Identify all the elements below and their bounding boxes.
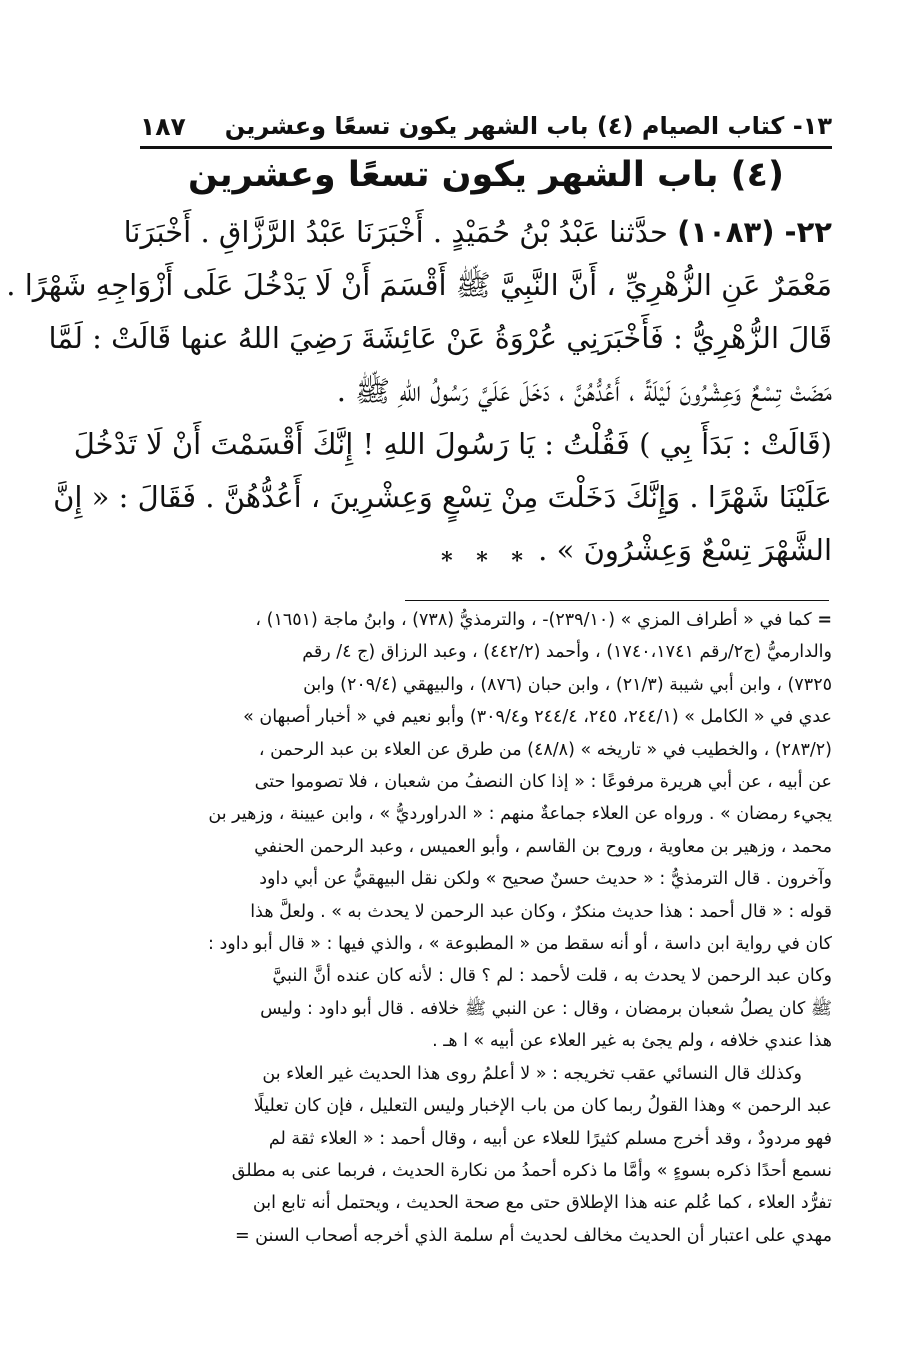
section-separator: * * *	[441, 548, 531, 574]
running-title: ١٣- كتاب الصيام (٤) باب الشهر يكون تسعًا وعشرين	[224, 112, 832, 140]
hadith-line-text: حدَّثنا عَبْدُ بْنُ حُمَيْدٍ . أَخْبَرَنَا عَبْدُ الرَّزَّاقِ . أَخْبَرَنَا	[123, 215, 668, 249]
footnote-line: وآخرون . قال الترمذيُّ : « حديث حسنٌ صحيح » ولكن نقل البيهقيُّ عن أبي داود	[259, 869, 832, 890]
footnote-line: نسمع أحدًا ذكره بسوءٍ » وأمَّا ما ذكره أحمدُ من نكارة الحديث ، فربما عنى به مطلق	[231, 1160, 832, 1181]
footnote-line: عدي في « الكامل » (٢٤٤/١، ٢٤٥، ٢٤٤/٤ و٣٠٩/٤) وأبو نعيم في « أخبار أصبهان »	[243, 707, 832, 728]
hadith-number: ٢٢- (١٠٨٣)	[677, 215, 832, 249]
footnotes	[132, 604, 832, 1252]
footnote-line-text: كما في « أطراف المزي » (٢٣٩/١٠)- ، والترمذيُّ (٧٣٨) ، وابنُ ماجة (١٦٥١) ،	[255, 610, 812, 630]
page-header	[140, 112, 832, 146]
footnote-line: يجيء رمضان » . ورواه عن العلاء جماعةٌ منهم : « الدراورديُّ » ، وابن عيينة ، وزهير بن	[208, 804, 832, 825]
hadith-line: مَضَتْ تِسْعٌ وَعِشْرُونَ لَيْلَةً ، أَعُدُّهُنَّ ، دَخَلَ عَلَيَّ رَسُولُ اللهِ ﷺ .	[336, 374, 832, 408]
footnote-line: وكذلك قال النسائي عقب تخريجه : « لا أعلمُ روى هذا الحديث غير العلاء بن	[262, 1063, 802, 1084]
footnote-line: مهدي على اعتبار أن الحديث مخالف لحديث أم سلمة الذي أخرجه أصحاب السنن =	[234, 1225, 832, 1246]
hadith-line: عَلَيْنَا شَهْرًا . وَإِنَّكَ دَخَلْتَ مِنْ تِسْعٍ وَعِشْرِينَ ، أَعُدُّهُنَّ . فَقَالَ : « إِنَّ	[53, 480, 832, 514]
chapter-title: (٤) باب الشهر يكون تسعًا وعشرين	[187, 155, 785, 195]
footnote-line	[132, 604, 832, 636]
footnote-line: محمد ، وزهير بن معاوية ، وروح بن القاسم ، وأبو العميس ، وعبد الرحمن الحنفي	[254, 836, 832, 857]
hadith-line	[123, 206, 832, 259]
hadith-line: مَعْمَرٌ عَنِ الزُّهْرِيِّ ، أَنَّ النَّبِيَّ ﷺ أَقْسَمَ أَنْ لَا يَدْخُلَ عَلَى أَزْوَاجِهِ شَهْرًا .	[6, 268, 832, 302]
hadith-line: الشَّهْرَ تِسْعٌ وَعِشْرُونَ » .	[538, 533, 832, 567]
continuation-mark: =	[817, 610, 832, 630]
footnote-line: وكان عبد الرحمن لا يحدث به ، قلت لأحمد : لم ؟ قال : لأنه كان عنده أنَّ النبيَّ	[272, 966, 832, 987]
header-rule	[140, 146, 832, 149]
footnote-line: فهو مردودٌ ، وقد أخرج مسلم كثيرًا للعلاء عن أبيه ، وقال أحمد : « العلاء ثقة لم	[268, 1128, 832, 1149]
hadith-line: قَالَ الزُّهْرِيُّ : فَأَخْبَرَنِي عُرْوَةُ عَنْ عَائِشَةَ رَضِيَ اللهُ عنها قَالَتْ : لَمَّا	[48, 321, 832, 355]
footnote-line: (٢٨٣/٢) ، والخطيب في « تاريخه » (٤٨/٨) من طرق عن العلاء بن عبد الرحمن ،	[258, 739, 832, 760]
footnote-line: تفرُّد العلاء ، كما عُلم عنه هذا الإطلاق حتى مع صحة الحديث ، ويحتمل أنه تابع ابن	[252, 1193, 832, 1214]
hadith-line: (قَالَتْ : بَدَأَ بِي ) فَقُلْتُ : يَا رَسُولَ اللهِ ! إِنَّكَ أَقْسَمْتَ أَنْ لَا تَدْخُلَ	[73, 427, 832, 461]
footnote-line: ﷺ كان يصلُ شعبان برمضان ، وقال : عن النبي ﷺ خلافه . قال أبو داود : وليس	[260, 998, 832, 1019]
footnote-line: كان في رواية ابن داسة ، أو أنه سقط من « المطبوعة » ، والذي فيها : « قال أبو داود :	[208, 934, 832, 955]
footnote-line: عن أبيه ، عن أبي هريرة مرفوعًا : « إذا كان النصفُ من شعبان ، فلا تصوموا حتى	[254, 772, 832, 793]
footnote-line: قوله : « قال أحمد : هذا حديث منكرٌ ، وكان عبد الرحمن لا يحدث به » . ولعلَّ هذا	[250, 901, 832, 922]
footnote-line: عبد الرحمن » وهذا القولُ ربما كان من باب الإخبار وليس التعليل ، فإن كان تعليلًا	[253, 1096, 832, 1117]
footnote-line: والدارميُّ (ج٢/رقم ١٧٤٠،١٧٤١) ، وأحمد (٤٤٢/٢) ، وعبد الرزاق (ج ٤/ رقم	[302, 642, 832, 663]
footnote-line: هذا عندي خلافه ، ولم يجئ به غير العلاء عن أبيه » ا هـ .	[432, 1031, 832, 1052]
page-number: ١٨٧	[140, 112, 186, 141]
footnote-rule	[405, 600, 829, 601]
footnote-line: ٧٣٢٥) ، وابن أبي شيبة (٢١/٣) ، وابن حبان (٨٧٦) ، والبيهقي (٢٠٩/٤) وابن	[303, 674, 832, 695]
hadith-text	[6, 206, 832, 577]
